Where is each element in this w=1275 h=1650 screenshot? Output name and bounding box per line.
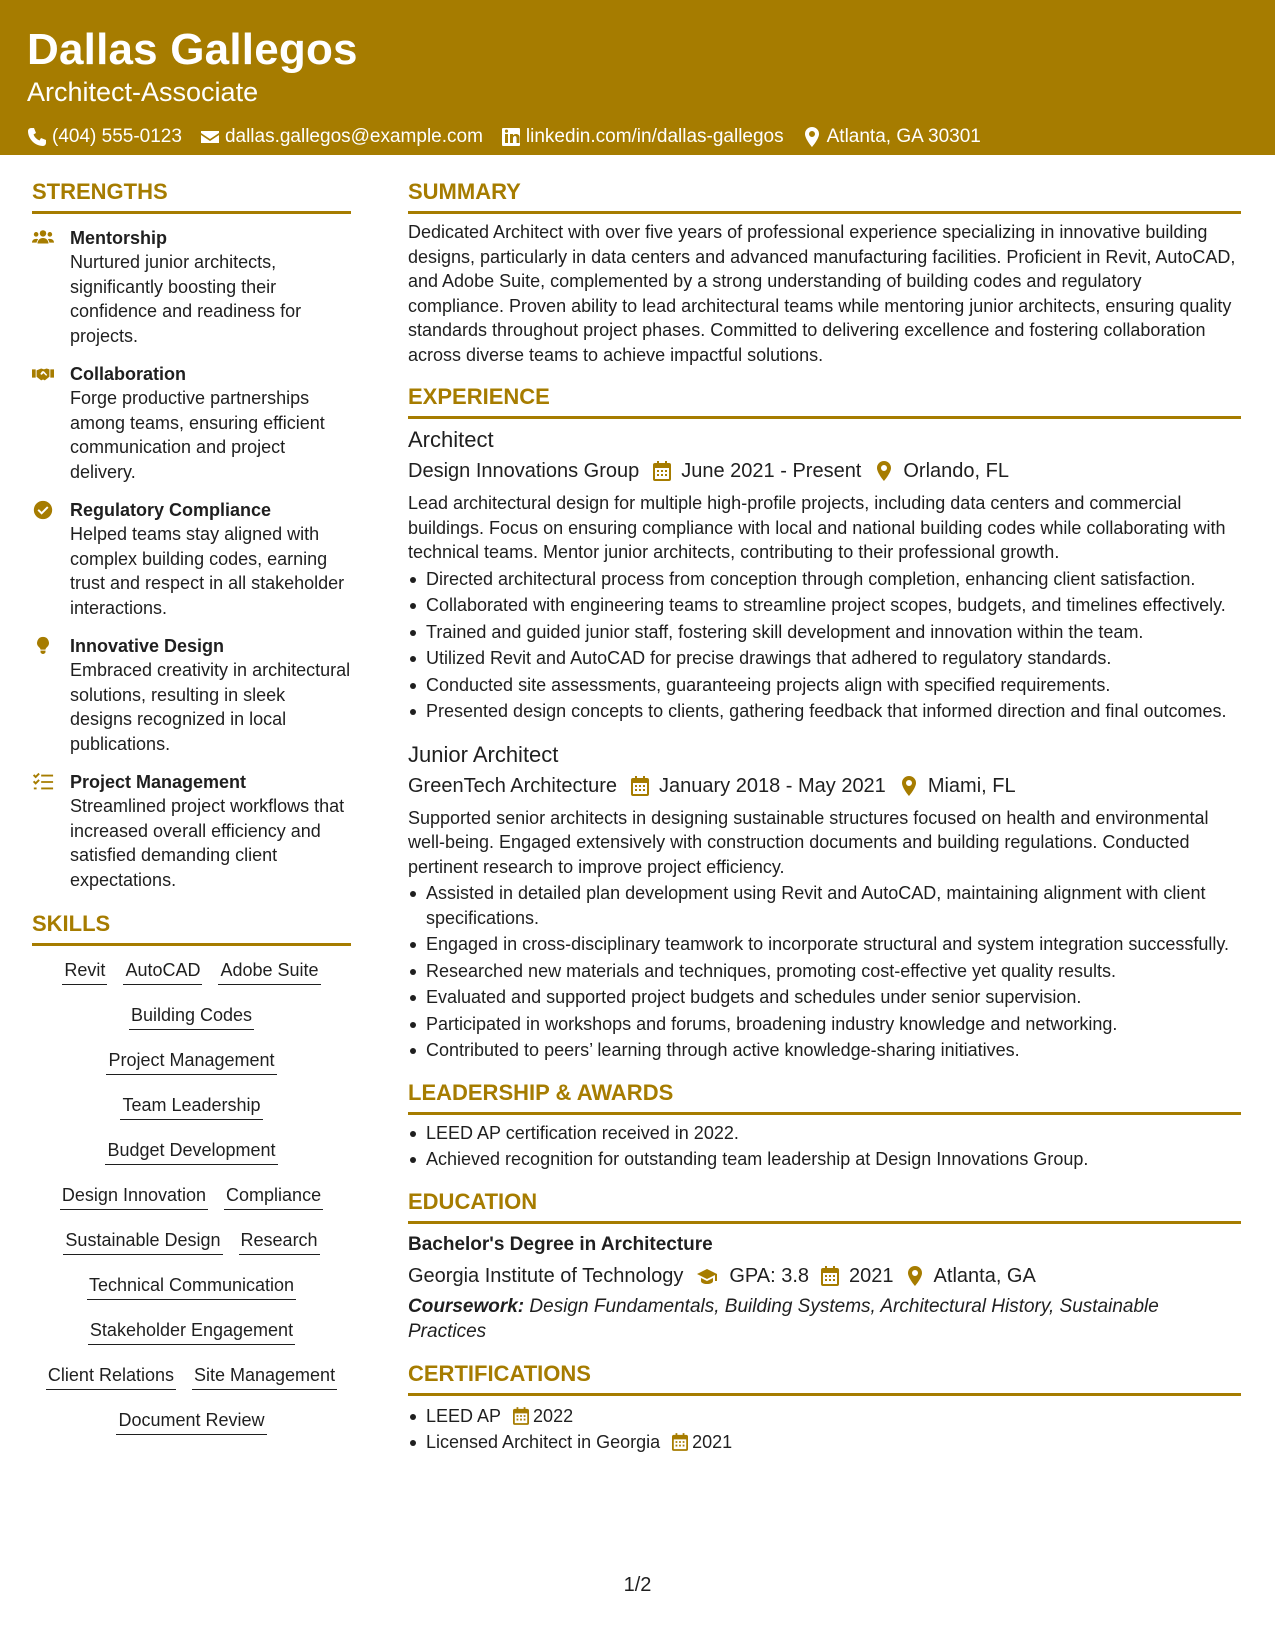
map-pin-icon [900,776,918,796]
coursework-text: Design Fundamentals, Building Systems, Architectural History, Sustainable Practices [408,1295,1159,1342]
certification-year: 2022 [533,1405,574,1426]
bullet-item: Assisted in detailed plan development using Revit and AutoCAD, maintaining alignment with client specifications. [408,881,1241,930]
calendar-icon [821,1266,839,1286]
contact-location [802,125,981,149]
skill-tag: Sustainable Design [63,1228,222,1255]
bullet-item: Conducted site assessments, guaranteeing projects align with specified requirements. [408,673,1241,698]
skill-tag: Compliance [224,1183,323,1210]
phone-text: (404) 555-0123 [52,126,182,147]
skill-tag: AutoCAD [123,958,202,985]
map-pin-icon [906,1266,924,1286]
bullet-item: LEED AP certification received in 2022. [408,1121,1241,1146]
bullet-item: Collaborated with engineering teams to streamline project scopes, budgets, and timelines effectively. [408,593,1241,618]
resume-header [0,0,1275,155]
skill-row [32,1093,351,1138]
job-title: Architect [408,427,494,452]
strength-title: Project Management [70,772,247,792]
summary-text: Dedicated Architect with over five years of professional experience specializing in innovative building designs, particularly in data centers and advanced manufacturing facilities. Proficient in Revit, AutoCAD, and Adobe Suite, complemented by a strong understanding of building codes and regulatory compliance. Proven ability to lead architectural teams while mentoring junior architects, ensuring quality standards throughout project phases. Committed to delivering excellence and fostering collaboration across diverse teams to achieve impactful solutions. [408,222,1236,365]
skill-tag: Design Innovation [60,1183,208,1210]
linkedin-icon [501,127,521,147]
job-bullets [408,567,1241,724]
certification-item [408,1404,1241,1429]
skill-row [32,1048,351,1093]
strength-title: Innovative Design [70,636,225,656]
strengths-list [32,226,351,892]
bullet-item: Participated in workshops and forums, broadening industry knowledge and networking. [408,1012,1241,1037]
location-text: Atlanta, GA 30301 [826,126,981,147]
right-column [408,178,1241,1457]
strengths-heading: STRENGTHS [32,178,351,214]
phone-icon [27,127,47,147]
bullet-item: Researched new materials and techniques, promoting cost-effective yet quality results. [408,959,1241,984]
skill-row [32,958,351,1003]
strength-item [32,362,351,484]
education-coursework [408,1294,1241,1344]
certifications-list [408,1404,1241,1455]
strength-desc: Streamlined project workflows that increased overall efficiency and satisfied demanding client expectations. [70,796,345,890]
lightbulb-icon [32,636,54,656]
contact-phone [27,125,182,149]
calendar-icon [631,776,649,796]
certification-name: LEED AP [426,1405,502,1426]
education-degree: Bachelor's Degree in Architecture [408,1233,713,1255]
job-location: Miami, FL [927,774,1016,797]
handshake-icon [32,364,54,384]
skill-row [32,1183,351,1228]
education-year: 2021 [849,1264,894,1287]
skills-heading: SKILLS [32,910,351,946]
contact-list [27,125,1248,149]
users-icon [32,228,54,248]
skill-row [32,1273,351,1318]
skill-tag: Team Leadership [120,1093,262,1120]
job-meta [408,772,1241,800]
education-location: Atlanta, GA [933,1264,1036,1287]
skills-list [32,958,351,1453]
job-description: Supported senior architects in designing sustainable structures focused on health and environmental well-being. Engaged extensively with construction documents and building regulations. Conducted pertinent research to improve project efficiency. [408,807,1209,877]
calendar-icon [672,1433,688,1451]
strength-title: Regulatory Compliance [70,500,272,520]
bullet-item: Directed architectural process from conception through completion, enhancing client satisfaction. [408,567,1241,592]
strength-desc: Nurtured junior architects, significantly boosting their confidence and readiness for projects. [70,252,302,346]
email-link[interactable]: dallas.gallegos@example.com [224,126,483,147]
skill-tag: Budget Development [105,1138,277,1165]
coursework-label: Coursework: [408,1295,525,1317]
skill-tag: Stakeholder Engagement [88,1318,295,1345]
skill-tag: Revit [62,958,107,985]
skill-row [32,1408,351,1453]
calendar-icon [513,1407,529,1425]
skill-tag: Technical Communication [87,1273,296,1300]
candidate-role: Architect-Associate [27,77,259,107]
check-circle-icon [32,500,54,520]
certifications-heading: CERTIFICATIONS [408,1360,1241,1396]
education-meta [408,1262,1241,1290]
page-number: 1/2 [623,1574,652,1596]
skill-tag: Research [239,1228,320,1255]
leadership-list [408,1121,1241,1172]
skill-tag: Document Review [116,1408,266,1435]
skill-tag: Project Management [106,1048,276,1075]
skill-row [32,1138,351,1183]
contact-email[interactable] [200,125,483,149]
strength-item [32,770,351,892]
envelope-icon [200,127,220,147]
job-meta [408,457,1241,485]
skill-row [32,1003,351,1048]
calendar-icon [653,461,671,481]
certification-year: 2021 [692,1432,733,1452]
bullet-item: Evaluated and supported project budgets and schedules under senior supervision. [408,985,1241,1010]
linkedin-link[interactable]: linkedin.com/in/dallas-gallegos [525,126,784,147]
strength-item [32,226,351,348]
job-company: GreenTech Architecture [408,774,617,797]
job-entry [408,740,1241,1063]
education-gpa: GPA: 3.8 [729,1264,810,1287]
skill-row [32,1318,351,1363]
job-dates: June 2021 - Present [681,460,862,482]
graduation-cap-icon [695,1266,719,1286]
list-check-icon [32,772,54,792]
skill-row [32,1228,351,1273]
experience-heading: EXPERIENCE [408,383,1241,419]
skill-row [32,1363,351,1408]
bullet-item: Achieved recognition for outstanding team leadership at Design Innovations Group. [408,1147,1241,1172]
skill-tag: Adobe Suite [218,958,320,985]
strength-desc: Forge productive partnerships among teams, ensuring efficient communication and project delivery. [70,388,325,482]
bullet-item: Presented design concepts to clients, gathering feedback that informed direction and final outcomes. [408,699,1241,724]
certification-name: Licensed Architect in Georgia [426,1432,661,1452]
bullet-item: Engaged in cross-disciplinary teamwork to incorporate structural and system integration successfully. [408,932,1241,957]
bullet-item: Utilized Revit and AutoCAD for precise drawings that adhered to regulatory standards. [408,646,1241,671]
map-pin-icon [802,127,822,147]
map-pin-icon [875,461,893,481]
education-school: Georgia Institute of Technology [408,1264,684,1287]
summary-heading: SUMMARY [408,178,1241,214]
skill-tag: Building Codes [129,1003,254,1030]
job-bullets [408,881,1241,1063]
job-company: Design Innovations Group [408,460,640,482]
education-heading: EDUCATION [408,1188,1241,1224]
strength-title: Collaboration [70,364,186,384]
leadership-heading: LEADERSHIP & AWARDS [408,1079,1241,1115]
bullet-item: Contributed to peers’ learning through active knowledge-sharing initiatives. [408,1038,1241,1063]
strength-desc: Helped teams stay aligned with complex building codes, earning trust and respect in all stakeholder interactions. [70,524,345,618]
job-title: Junior Architect [408,741,559,767]
strength-item [32,634,351,756]
candidate-name: Dallas Gallegos [27,25,358,74]
bullet-item: Trained and guided junior staff, fostering skill development and innovation within the team. [408,620,1241,645]
certification-item [408,1430,1241,1455]
job-entry [408,425,1241,724]
left-column [32,178,351,1453]
strength-desc: Embraced creativity in architectural solutions, resulting in sleek designs recognized in local publications. [70,660,351,754]
skill-tag: Client Relations [46,1363,176,1390]
job-location: Orlando, FL [903,460,1009,482]
strength-title: Mentorship [70,228,167,248]
strength-item [32,498,351,620]
job-dates: January 2018 - May 2021 [659,774,886,797]
contact-linkedin[interactable] [501,125,784,149]
skill-tag: Site Management [192,1363,337,1390]
job-description: Lead architectural design for multiple high-profile projects, including data centers and commercial buildings. Focus on ensuring compliance with local and national building codes while collaborating with technical teams. Mentor junior architects, contributing to their professional growth. [408,493,1226,562]
